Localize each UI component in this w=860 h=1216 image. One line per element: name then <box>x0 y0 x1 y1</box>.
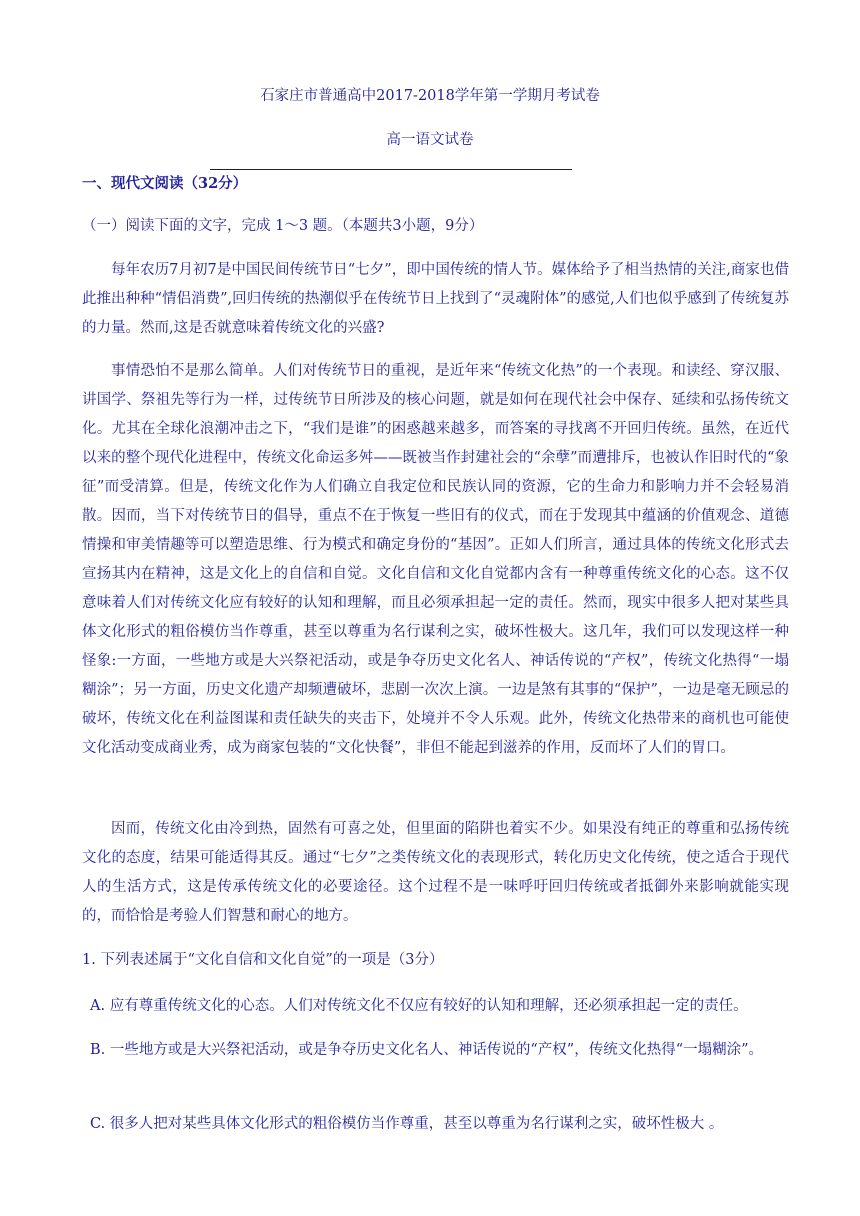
section-heading: 一、现代文阅读（32分） <box>82 175 248 192</box>
passage-paragraph-2: 事情恐怕不是那么简单。人们对传统节日的重视，是近年来“传统文化热”的一个表现。和读经、穿汉服、讲国学、祭祖先等行为一样，过传统节日所涉及的核心问题，就是如何在现代社会中保存、延续和弘扬传统文化。尤其在全球化浪潮冲击之下，“我们是谁”的困惑越来越多，而答案的寻找离不开回归传统。虽然，在近代以来的整个现代化进程中，传统文化命运多舛——既被当作封建社会的“余孽”而遭排斥，也被认作旧时代的“象征”而受清算。但是，传统文化作为人们确立自我定位和民族认同的资源，它的生命力和影响力并不会轻易消散。因而，当下对传统节日的倡导，重点不在于恢复一些旧有的仪式，而在于发现其中蕴涵的价值观念、道德情操和审美情趣等可以塑造思维、行为模式和确定身份的“基因”。正如人们所言，通过具体的传统文化形式去宣扬其内在精神，这是文化上的自信和自觉。文化自信和文化自觉都内含有一种尊重传统文化的心态。这不仅意味着人们对传统文化应有较好的认知和理解，而且必须承担起一定的责任。然而，现实中很多人把对某些具体文化形式的粗俗模仿当作尊重，甚至以尊重为名行谋利之实，破坏性极大。这几年，我们可以发现这样一种怪象:一方面，一些地方或是大兴祭祀活动，或是争夺历史文化名人、神话传说的“产权”，传统文化热得“一塌糊涂”；另一方面，历史文化遗产却频遭破坏，悲剧一次次上演。一边是煞有其事的“保护”，一边是毫无顾忌的破坏，传统文化在利益图谋和责任缺失的夹击下，处境并不令人乐观。此外，传统文化热带来的商机也可能使文化活动变成商业秀，成为商家包装的“文化快餐”，非但不能起到滋养的作用，反而坏了人们的胃口。 <box>82 363 790 756</box>
exam-title: 石家庄市普通高中2017-2018学年第一学期月考试卷 <box>260 88 600 104</box>
question-1-option-c: C. 很多人把对某些具体文化形式的粗俗模仿当作尊重，甚至以尊重为名行谋利之实，破坏性极大 。 <box>90 1116 724 1132</box>
question-1-option-b: B. 一些地方或是大兴祭祀活动，或是争夺历史文化名人、神话传说的“产权”，传统文化热得“一塌糊涂”。 <box>90 1042 764 1058</box>
passage-paragraph-3: 因而，传统文化由冷到热，固然有可喜之处，但里面的陷阱也着实不少。如果没有纯正的尊重和弘扬传统文化的态度，结果可能适得其反。通过“七夕”之类传统文化的表现形式，转化历史文化传统，使之适合于现代人的生活方式，这是传承传统文化的必要途径。这个过程不是一味呼吁回归传统或者抵御外来影响就能实现的，而恰恰是考验人们智慧和耐心的地方。 <box>82 821 789 924</box>
exam-subtitle: 高一语文试卷 <box>386 132 474 148</box>
section-instructions: （一）阅读下面的文字，完成 1～3 题。（本题共3小题，9分） <box>82 218 484 234</box>
passage-paragraph-1: 每年农历7月初7是中国民间传统节日“七夕”，即中国传统的情人节。媒体给予了相当热情的关注,商家也借此推出种种“情侣消费”,回归传统的热潮似乎在传统节日上找到了“灵魂附体”的感觉,人们也似乎感到了传统复苏的力量。然而,这是否就意味着传统文化的兴盛? <box>82 262 789 336</box>
question-1-option-a: A. 应有尊重传统文化的心态。人们对传统文化不仅应有较好的认知和理解，还必须承担起一定的责任。 <box>90 998 748 1014</box>
title-divider <box>210 169 572 170</box>
question-1-stem: 1. 下列表述属于“文化自信和文化自觉”的一项是（3分） <box>82 952 444 968</box>
